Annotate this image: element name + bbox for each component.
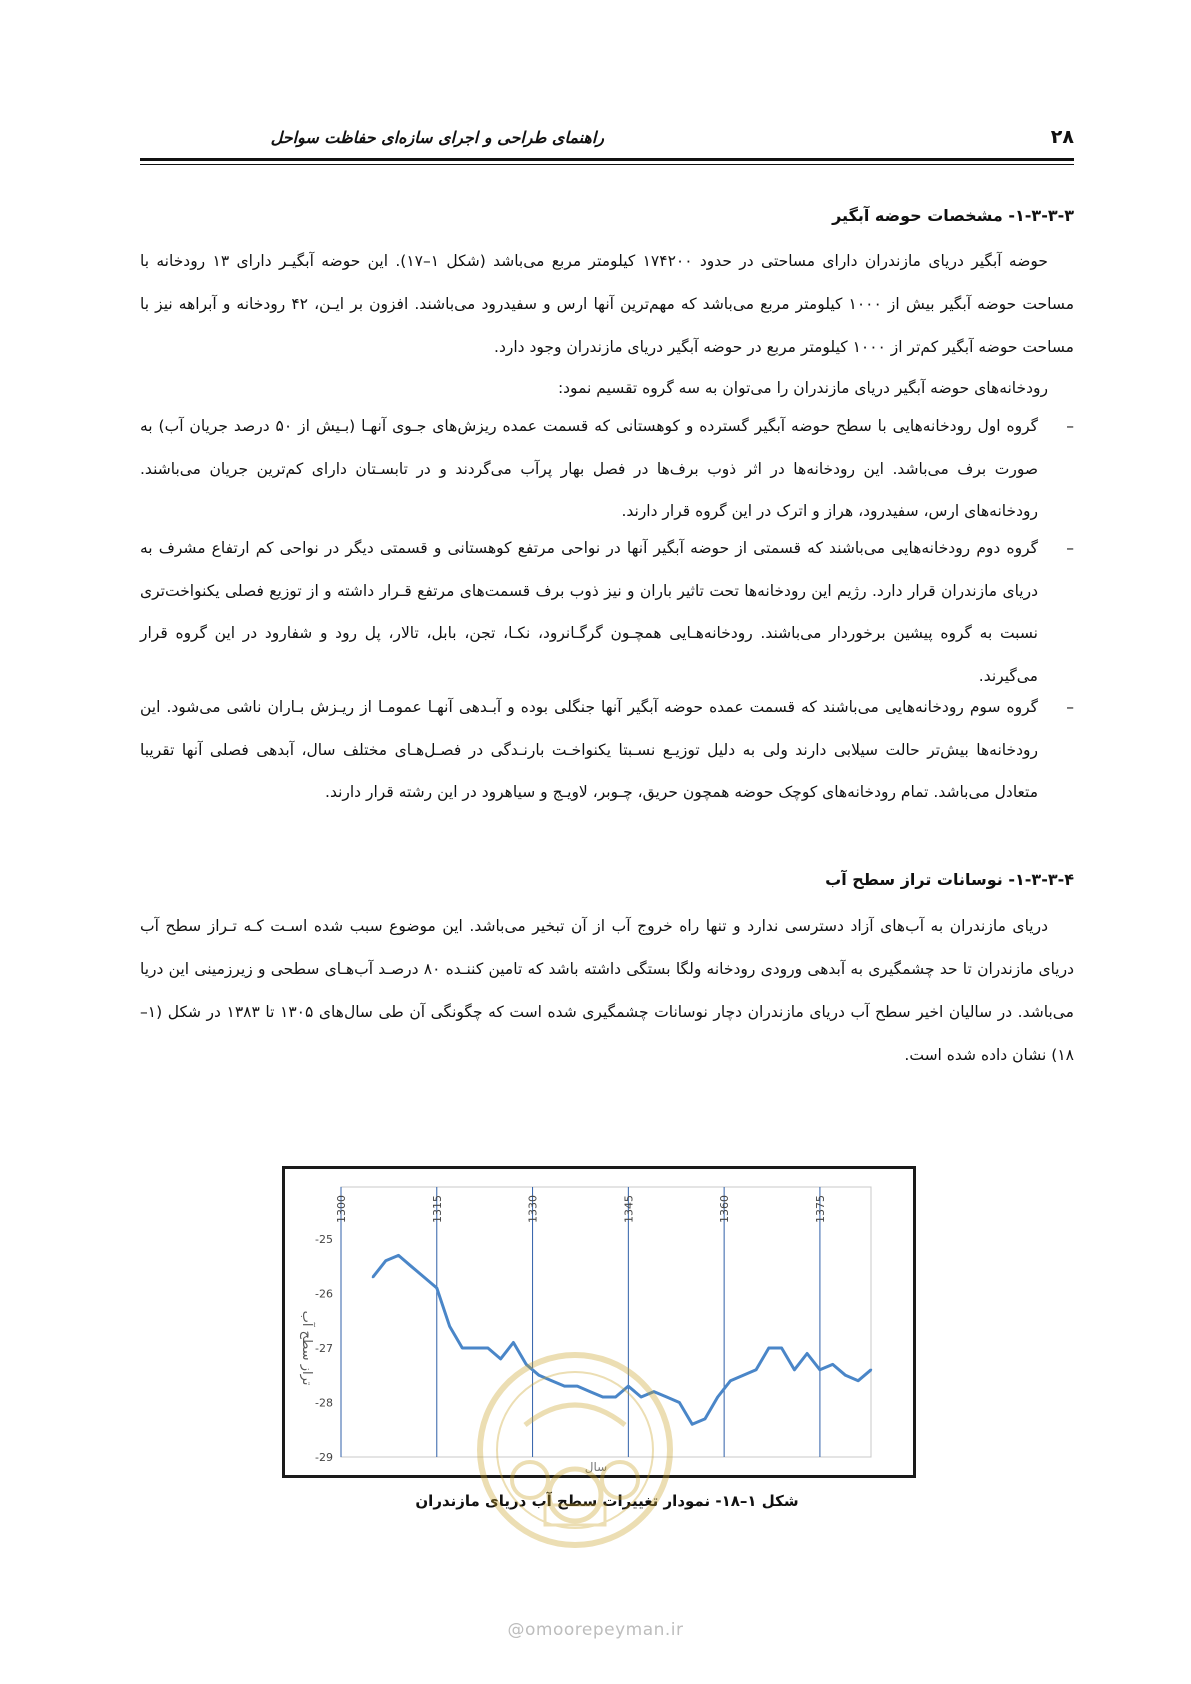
y-tick-label: -29	[315, 1451, 333, 1464]
x-tick-label: 1345	[622, 1195, 636, 1223]
data-point	[551, 1380, 553, 1382]
y-tick-label: -28	[315, 1396, 333, 1410]
chart-svg	[285, 1169, 913, 1475]
data-point	[704, 1418, 706, 1420]
series-line	[373, 1255, 871, 1424]
figure-caption: شکل ۱–۱۸- نمودار تغییرات سطح آب دریای مازندران	[415, 1492, 799, 1510]
footer-watermark	[0, 1620, 1191, 1640]
data-point	[729, 1380, 731, 1382]
data-point	[512, 1341, 514, 1343]
data-point	[448, 1325, 450, 1327]
bullet-text-group-1: گروه اول رودخانه‌هایی با سطح حوضه آبگیر گسترده و کوهستانی که قسمت عمده ریزش‌های جـوی آنهـا (بـیش از ۵۰ درصد جریان آب) به صورت برف می‌باشد. این رودخانه‌ها در اثر ذوب برف‌ها در فصل بهار پرآب می‌گردند و در تابسـتان دارای کم‌ترین جریان می‌باشند. رودخانه‌های ارس، سفیدرود، هراز و اترک در این گروه قرار دارند.	[140, 417, 1039, 520]
data-point	[870, 1369, 872, 1371]
data-point	[857, 1380, 859, 1382]
running-title: راهنمای طراحی و اجرای سازه‌ای حفاظت سواحل	[270, 128, 604, 147]
data-point	[589, 1390, 591, 1392]
section-heading-water-level: ۱-۳-۳-۴- نوسانات تراز سطح آب	[825, 870, 1074, 889]
bullet-text-group-2: گروه دوم رودخانه‌هایی می‌باشند که قسمتی از حوضه آبگیر آنها در نواحی مرتفع کوهستانی و قسمتی دیگر در نواحی کم ارتفاع مشرف به دریای مازندران قرار دارد. رژیم این رودخانه‌ها تحت تاثیر باران و نیز ذوب برف قسمت‌های مرتفع قـرار داشته و از توزیع فصلی یکنواخت‌تری نسبت به گروه پیشین برخوردار می‌باشند. رودخانه‌هـایی همچـون گرگـانرود، نکـا، تجن، بابل، تالار، پل رود و شفارود در این گروه قرار می‌گیرند.	[140, 539, 1038, 685]
data-point	[793, 1369, 795, 1371]
data-point	[665, 1396, 667, 1398]
bullet-text-group-3: گروه سوم رودخانه‌هایی می‌باشند که قسمت عمده حوضه آبگیر آنها جنگلی بوده و آبـدهی آنهـا عمومـا از ریـزش بـاران ناشی می‌شود. این رودخانه‌ها بیش‌تر حالت سیلابی دارند ولی به دلیل توزیـع نسـبتا یکنواخـت بارنـدگی در فصـل‌هـای مختلف سال، آبدهی فصلی آنها تقریبا متعادل می‌باشد. تمام رودخانه‌های کوچک حوضه همچون حریق، چـوبر، لاویـج و سیاهرود در این رشته قرار دارند.	[140, 698, 1038, 801]
page-number: ۲۸	[1050, 126, 1074, 148]
data-point	[397, 1254, 399, 1256]
data-point	[768, 1347, 770, 1349]
x-tick-label: 1300	[335, 1195, 348, 1223]
data-point	[563, 1385, 565, 1387]
bullet-dash: –	[1066, 417, 1074, 435]
data-point	[717, 1396, 719, 1398]
data-point	[806, 1352, 808, 1354]
paragraph-catchment-area: حوضه آبگیر دریای مازندران دارای مساحتی در حدود ۱۷۴۲۰۰ کیلومتر مربع می‌باشد (شکل ۱–۱۷). این حوضه آبگیـر دارای ۱۳ رودخانه با مساحت حوضه آبگیر بیش از ۱۰۰۰ کیلومتر مربع می‌باشد که مهم‌ترین آنها ارس و سفیدرود می‌باشند. افزون بر ایـن، ۴۲ رودخانه و آبراهه نیز با مساحت حوضه آبگیر کم‌تر از ۱۰۰۰ کیلومتر مربع در حوضه آبگیر دریای مازندران وجود دارد.	[140, 252, 1074, 356]
data-point	[742, 1374, 744, 1376]
data-point	[487, 1347, 489, 1349]
data-point	[423, 1276, 425, 1278]
data-point	[691, 1423, 693, 1425]
data-point	[461, 1347, 463, 1349]
list-item	[140, 686, 1074, 814]
data-point	[436, 1287, 438, 1289]
data-point	[678, 1401, 680, 1403]
paragraph-river-groups-intro: رودخانه‌های حوضه آبگیر دریای مازندران را می‌توان به سه گروه تقسیم نمود:	[557, 379, 1048, 397]
data-point	[819, 1369, 821, 1371]
header-rule-thick	[140, 158, 1074, 161]
data-point	[474, 1347, 476, 1349]
data-point	[576, 1385, 578, 1387]
y-tick-label: -26	[315, 1287, 333, 1301]
data-point	[653, 1390, 655, 1392]
list-item	[140, 527, 1074, 697]
data-point	[538, 1374, 540, 1376]
data-point	[640, 1396, 642, 1398]
at-icon: @	[507, 1620, 525, 1640]
data-point	[627, 1385, 629, 1387]
data-point	[614, 1396, 616, 1398]
watermark-text: omoorepeyman.ir	[524, 1620, 684, 1640]
data-point	[602, 1396, 604, 1398]
data-point	[844, 1374, 846, 1376]
data-point	[372, 1276, 374, 1278]
plot-area	[341, 1187, 871, 1457]
data-point	[499, 1358, 501, 1360]
bullet-dash: –	[1066, 539, 1074, 557]
x-tick-label: 1315	[430, 1195, 444, 1223]
data-point	[780, 1347, 782, 1349]
data-point	[755, 1369, 757, 1371]
data-point	[525, 1363, 527, 1365]
x-tick-label: 1375	[813, 1195, 827, 1223]
data-point	[831, 1363, 833, 1365]
page-header	[140, 122, 1074, 156]
data-point	[384, 1260, 386, 1262]
x-tick-label: 1330	[526, 1195, 540, 1223]
list-item	[140, 405, 1074, 533]
y-tick-label: -27	[315, 1342, 333, 1355]
bullet-dash: –	[1066, 698, 1074, 716]
water-level-chart	[282, 1166, 916, 1478]
section-heading-catchment: ۱-۳-۳-۳- مشخصات حوضه آبگیر	[832, 206, 1074, 225]
data-point	[410, 1265, 412, 1267]
header-rule-thin	[140, 164, 1074, 165]
x-tick-label: 1360	[718, 1195, 732, 1223]
y-axis-label: تراز سطح آب	[299, 1310, 314, 1386]
x-axis-label: سال	[584, 1460, 608, 1474]
paragraph-water-level: دریای مازندران به آب‌های آزاد دسترسی ندارد و تنها راه خروج آب از آن تبخیر می‌باشد. این موضوع سبب شده اسـت کـه تـراز سطح آب دریای مازندران تا حد چشمگیری به آبدهی ورودی رودخانه ولگا بستگی داشته باشد که تامین کننـده ۸۰ درصـد آب‌هـای سطحی و زیرزمینی این دریا می‌باشد. در سالیان اخیر سطح آب دریای مازندران دچار نوسانات چشمگیری شده است که چگونگی آن طی سال‌های ۱۳۰۵ تا ۱۳۸۳ در شکل (۱–۱۸) نشان داده شده است.	[140, 917, 1075, 1064]
y-tick-label: -25	[315, 1233, 333, 1246]
